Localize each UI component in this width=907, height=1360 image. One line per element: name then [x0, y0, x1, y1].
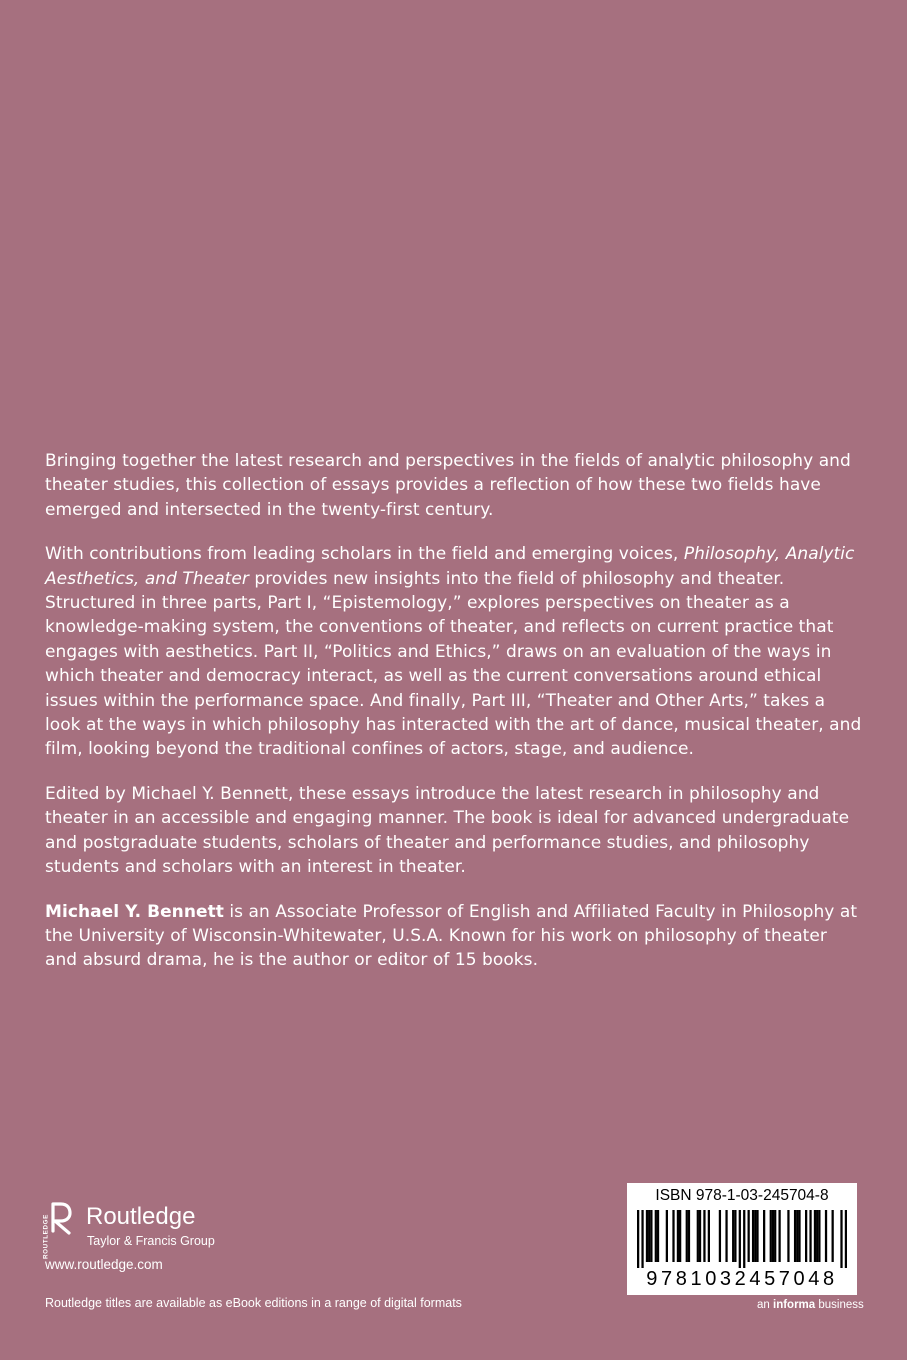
- barcode-bar: [734, 1210, 736, 1262]
- routledge-logo-mark-text: ROUTLEDGE: [42, 1214, 50, 1259]
- barcode-bar: [752, 1210, 754, 1262]
- barcode-bar: [637, 1210, 639, 1268]
- blurb-paragraph-2-intro: With contributions from leading scholars in the field and emerging voices,: [45, 544, 684, 565]
- barcode-bar: [794, 1210, 796, 1262]
- ebook-note: Routledge titles are available as eBook editions in a range of digital formats: [45, 1296, 462, 1310]
- blurb-paragraph-2: [45, 542, 863, 762]
- barcode-bar: [832, 1210, 834, 1262]
- barcode-bar: [708, 1210, 710, 1262]
- author-bio-text: is an Associate Professor of English and Affiliated Faculty in Philosophy at the University of Wisconsin-Whitewater, U.S.A. Known for his work on philosophy of theater and absurd drama, he is the author or editor of 15 books.: [45, 901, 858, 971]
- barcode-number: 9781032457048: [646, 1268, 838, 1290]
- routledge-logo-icon: [41, 1200, 75, 1260]
- barcode-bar: [756, 1210, 758, 1262]
- barcode-bar: [772, 1210, 774, 1262]
- back-cover-blurb: [45, 449, 863, 973]
- barcode-bar: [770, 1210, 772, 1262]
- barcode-bar: [641, 1210, 643, 1268]
- book-title-italic: Philosophy, Analytic Aesthetics, and Theater: [45, 544, 855, 589]
- barcode-bars: [637, 1210, 847, 1268]
- barcode-bar: [845, 1210, 847, 1268]
- informa-brand: informa: [773, 1299, 816, 1311]
- barcode-bar: [809, 1210, 811, 1262]
- barcode-bar: [699, 1210, 701, 1262]
- barcode-bar: [703, 1210, 705, 1262]
- publisher-name: Routledge: [86, 1203, 196, 1230]
- barcode-bar: [814, 1210, 816, 1262]
- barcode-bar: [754, 1210, 756, 1262]
- barcode-bar: [825, 1210, 827, 1262]
- blurb-paragraph-3: Edited by Michael Y. Bennett, these essays introduce the latest research in philosophy and theater in an accessible and engaging manner. The book is ideal for advanced undergraduate and postgraduate students, scholars of theater and performance studies, and philosophy students and scholars with an interest in theater.: [45, 783, 850, 878]
- barcode-bar: [688, 1210, 690, 1262]
- barcode-bar: [666, 1210, 668, 1262]
- barcode-bar: [697, 1210, 699, 1262]
- barcode-bar: [679, 1210, 681, 1262]
- barcode-bar: [648, 1210, 650, 1262]
- barcode-bar: [787, 1210, 789, 1262]
- informa-business-note: [757, 1298, 864, 1312]
- barcode-bar: [816, 1210, 818, 1262]
- barcode-bar: [646, 1210, 648, 1262]
- barcode-bar: [725, 1210, 727, 1262]
- barcode-bar: [657, 1210, 659, 1262]
- isbn-label: ISBN 978-1-03-245704-8: [655, 1187, 829, 1204]
- barcode-bar: [732, 1210, 734, 1262]
- barcode-bar: [650, 1210, 652, 1262]
- barcode-bar: [677, 1210, 679, 1262]
- isbn-barcode: [627, 1183, 857, 1295]
- barcode-bar: [719, 1210, 721, 1262]
- publisher-group: Taylor & Francis Group: [87, 1234, 215, 1248]
- barcode-bar: [763, 1210, 765, 1262]
- barcode-bar: [796, 1210, 798, 1262]
- informa-prefix: an: [757, 1299, 773, 1311]
- barcode-bar: [686, 1210, 688, 1262]
- barcode-bar: [739, 1210, 741, 1268]
- publisher-logo: [41, 1200, 281, 1260]
- barcode-bar: [672, 1210, 674, 1262]
- barcode-bar: [798, 1210, 800, 1262]
- barcode-bar: [805, 1210, 807, 1262]
- author-name: Michael Y. Bennett: [45, 901, 224, 922]
- blurb-paragraph-2-body: provides new insights into the field of philosophy and theater. Structured in three parts, Part I, “Epistemology,” explores perspectives on theater as a knowledge-making system, the conventions of theater, and reflects on current practice that engages with aesthetics. Part II, “Politics and Ethics,” draws on an evaluation of the ways in which theater and democracy interact, as well as the current conversations around ethical issues within the performance space. And finally, Part III, “Theater and Other Arts,” takes a look at the ways in which philosophy has interacted with the art of dance, musical theater, and film, looking beyond the traditional confines of actors, stage, and audience.: [45, 568, 862, 760]
- informa-suffix: business: [815, 1299, 864, 1311]
- barcode-bar: [778, 1210, 780, 1262]
- barcode-bar: [743, 1210, 745, 1268]
- publisher-url: www.routledge.com: [45, 1257, 163, 1272]
- blurb-paragraph-1: Bringing together the latest research and perspectives in the fields of analytic philosophy and theater studies, this collection of essays provides a reflection of how these two fields have emerged and intersected in the twenty-first century.: [45, 451, 851, 520]
- barcode-bar: [818, 1210, 820, 1262]
- barcode-bar: [748, 1210, 750, 1262]
- author-bio: [45, 900, 863, 973]
- barcode-bar: [840, 1210, 842, 1268]
- barcode-bar: [655, 1210, 657, 1262]
- barcode-bar: [774, 1210, 776, 1262]
